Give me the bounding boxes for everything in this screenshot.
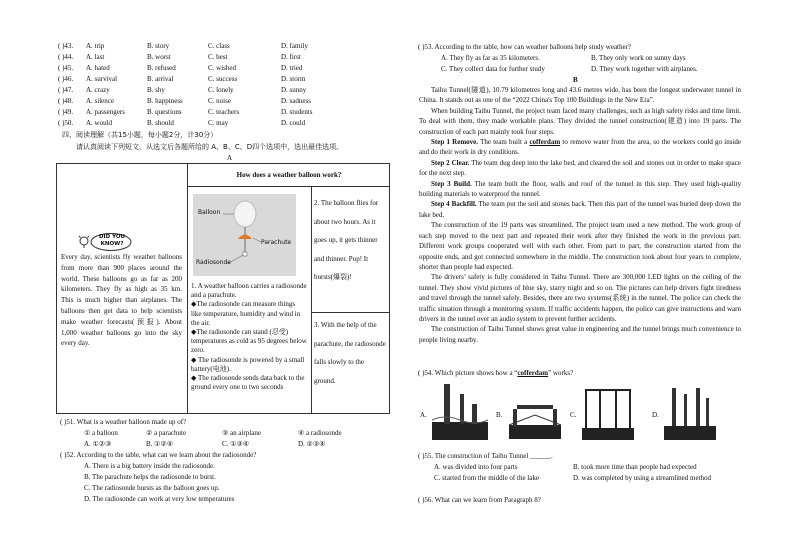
passage-b: Taihu Tunnel(隧道), 10.79 kilometres long and 43.6 metres wide, has been the longest underwater tunnel in China. It stands out as one of the “2022 China's Top 100 Buildings in the New Era”. When building Taihu Tunnel, the project team faced many challenges, such as high safety risks and time limit. To deal with them, they made workable plans. They divided the tunnel construction(建造) into 19 parts. The construction of each part mainly took four steps. Step 1 Remove. The team built a cofferdam to remove water from the area, so the workers could go inside and do their work in dry conditions. Step 2 Clear. The team dug deep into the lake bed, and cleared the soil and stones out in order to make space for the next step. Step 3 Build. The team built the floor, walls and roof of the tunnel in this step. They used high-quality building materials to waterproof the tunnel. Step 4 Backfill. The team put the soil and stones back. Then this part of the tunnel was buried deep down the lake bed. The construction of the 19 parts was streamlined. The project team used a new method. The work group of each step moved to the next part and repeated their work after they finished the work in the previous part. Different work groups cooperated well with each other. From part to part, the construction started from the opposite ends, and got connected somewhere in the middle. The construction took about four years to complete, shorter than people had expected. The drivers’ safety is fully considered in Taihu Tunnel. There are 300,000 LED lights on the ceiling of the tunnel. They show vivid pictures of blue sky, starry night and so on. The pictures can help drivers fight tiredness and travel through the tunnel safely. Besides, there are two systems(系统) in the tunnel. The police can check the traffic situation through a monitoring system. If traffic accidents happen, the police can give instructions and warn drivers in the tunnel over an audio system to prevent further accidents. The construction of Taihu Tunnel shows great value in engineering and the tunnel brings much convenience to people living nearby. xyxy=(419,86,742,344)
option-c: C. teachers xyxy=(208,108,240,116)
option-row xyxy=(58,86,341,97)
option-c: C. noise xyxy=(208,97,231,105)
option-q: ( )45. xyxy=(58,64,74,72)
option-b: B. questions xyxy=(147,108,182,116)
option-q: ( )48. xyxy=(58,97,74,105)
option-row xyxy=(58,75,341,86)
option-d: D. sadness xyxy=(281,97,311,105)
weather-balloon-diagram: Balloon Parachute Radiosonde xyxy=(193,194,296,276)
option-c: C. lonely xyxy=(208,86,234,94)
table-middle-items: 1. A weather balloon carries a radiosonde and a parachute. ◆The radiosonde can measure things like temperature, humidity and wind in the air. ◆The radiosonde can stand (忍受) temperatures as cold as 95 degrees below zero. ◆ The radiosonde is powered by a small battery(电池). ◆ The radiosonde sends data back to the ground every one to two seconds xyxy=(191,282,307,392)
option-a: A. silence xyxy=(86,97,114,105)
q52-stem: ( )52. According to the table, what can we learn about the radiosonde? xyxy=(60,451,257,459)
table-right-bottom: 3. With the help of the parachute, the radiosonde falls slowly to the ground. xyxy=(314,321,386,385)
option-d: D. students xyxy=(281,108,313,116)
section-instructions: 请认真阅读下列短文，从选文后各题所给的 A、B、C、D四个选项中，选出最佳选项。 xyxy=(76,143,344,151)
option-q: ( )44. xyxy=(58,53,74,61)
option-a: A. trip xyxy=(86,42,105,50)
option-q: ( )50. xyxy=(58,119,74,127)
section-title: 四、阅读理解（共15小题，每小题2分，计30分） xyxy=(62,131,218,139)
option-b: B. should xyxy=(147,119,174,127)
option-d: D. storm xyxy=(281,75,306,83)
did-you-know-badge: DID YOU KNOW? xyxy=(78,232,134,257)
option-b: B. worst xyxy=(147,53,171,61)
option-c: C. success xyxy=(208,75,238,83)
option-row xyxy=(58,119,341,130)
passage-letter-a: A xyxy=(227,154,233,162)
option-q: ( )43. xyxy=(58,42,74,50)
table-right-top: 2. The balloon flies for about two hours. As it goes up, it gets thinner and thinner. Pop! It bursts(爆裂)! xyxy=(314,199,379,281)
option-d: D. sunny xyxy=(281,86,307,94)
option-a: A. last xyxy=(86,53,105,61)
option-a: A. survival xyxy=(86,75,118,83)
option-c: C. wished xyxy=(208,64,236,72)
q56-stem: ( )56. What can we learn from Paragraph 8? xyxy=(418,496,541,504)
option-q: ( )47. xyxy=(58,86,74,94)
q54-picture-b xyxy=(505,395,565,446)
q54-picture-a xyxy=(430,382,490,447)
option-d: D. could xyxy=(281,119,306,127)
option-a: A. hated xyxy=(86,64,110,72)
option-b: B. story xyxy=(147,42,170,50)
passage-letter-b: B xyxy=(573,76,578,84)
option-d: D. family xyxy=(281,42,308,50)
option-d: D. first xyxy=(281,53,301,61)
q54-picture-c xyxy=(580,384,636,447)
option-b: B. happiness xyxy=(147,97,183,105)
q54-stem: ( )54. Which picture shows how a “cofferdam” works? xyxy=(418,369,574,377)
option-row xyxy=(58,108,341,119)
option-row xyxy=(58,42,341,53)
option-c: C. class xyxy=(208,42,230,50)
option-a: A. would xyxy=(86,119,113,127)
q55-stem: ( )55. The construction of Taihu Tunnel ______. xyxy=(418,452,553,460)
table-header: How does a weather balloon work? xyxy=(236,171,342,179)
option-q: ( )49. xyxy=(58,108,74,116)
option-row xyxy=(58,64,341,75)
option-c: C. may xyxy=(208,119,229,127)
q51-stem: ( )51. What is a weather balloon made up of? xyxy=(60,418,187,426)
option-a: A. crazy xyxy=(86,86,110,94)
table-left-text: Every day, scientists fly weather balloons from more than 900 places around the world. These balloons go as far as 200 kilometers. They fly as high as 35 km. This is much higher than airplanes. The balloons then get data to help scientists make weather forecasts(预报). About 1,000 weather balloons go into the sky every day. xyxy=(61,253,182,348)
option-b: B. refused xyxy=(147,64,176,72)
option-d: D. tried xyxy=(281,64,303,72)
option-b: B. shy xyxy=(147,86,165,94)
q54-picture-d xyxy=(662,384,718,447)
q53-stem: ( )53. According to the table, how can weather balloons help study weather? xyxy=(418,43,632,51)
option-row xyxy=(58,97,341,108)
option-c: C. best xyxy=(208,53,228,61)
option-a: A. passengers xyxy=(86,108,125,116)
option-q: ( )46. xyxy=(58,75,74,83)
cloze-options xyxy=(58,42,341,130)
option-b: B. arrival xyxy=(147,75,174,83)
option-row xyxy=(58,53,341,64)
